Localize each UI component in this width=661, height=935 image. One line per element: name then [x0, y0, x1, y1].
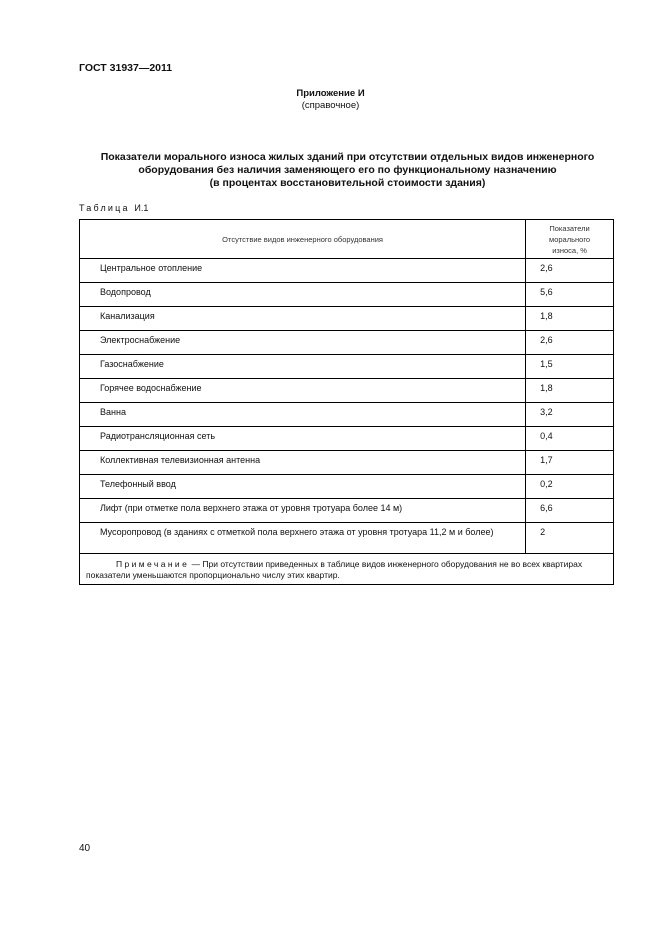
row-value: 1,5 [526, 355, 614, 379]
row-value: 2 [526, 523, 614, 554]
note-label: Примечание [116, 559, 190, 569]
table-header-row [80, 220, 614, 259]
row-name: Центральное отопление [80, 259, 526, 283]
row-name: Мусоропровод (в зданиях с отметкой пола верхнего этажа от уровня тротуара 11,2 м и более) [80, 523, 526, 554]
table-row [80, 307, 614, 331]
table-note-row [80, 554, 614, 585]
title-line-1: Показатели морального износа жилых зданий при отсутствии отдельных видов инженерного [100, 151, 595, 163]
header-wear [526, 220, 614, 259]
table-note [80, 554, 614, 585]
note-text: — При отсутствии приведенных в таблице видов инженерного оборудования не во всех квартирах показатели уменьшаются пропорционально числу этих квартир. [86, 559, 583, 580]
document-code: ГОСТ 31937—2011 [79, 62, 173, 74]
table-row [80, 451, 614, 475]
table-caption-number: И.1 [134, 203, 149, 213]
row-name: Ванна [80, 403, 526, 427]
table-row [80, 355, 614, 379]
row-name: Радиотрансляционная сеть [80, 427, 526, 451]
table-row [80, 499, 614, 523]
row-name: Водопровод [80, 283, 526, 307]
row-value: 0,4 [526, 427, 614, 451]
table-row [80, 259, 614, 283]
header-equipment: Отсутствие видов инженерного оборудования [80, 220, 526, 259]
wear-table [79, 219, 614, 585]
title-line-2: оборудования без наличия заменяющего его по функциональному назначению [138, 164, 557, 176]
appendix-subtitle: (справочное) [301, 100, 360, 111]
table-row [80, 403, 614, 427]
appendix-title: Приложение И [296, 88, 365, 99]
header-wear-line-3: износа, % [552, 245, 587, 255]
row-value: 2,6 [526, 331, 614, 355]
row-name: Газоснабжение [80, 355, 526, 379]
row-value: 1,8 [526, 379, 614, 403]
row-name: Коллективная телевизионная антенна [80, 451, 526, 475]
page-number: 40 [79, 843, 91, 854]
row-value: 1,8 [526, 307, 614, 331]
row-name: Горячее водоснабжение [80, 379, 526, 403]
page-title [60, 151, 635, 190]
appendix-heading [0, 88, 661, 112]
row-name: Лифт (при отметке пола верхнего этажа от уровня тротуара более 14 м) [80, 499, 526, 523]
table-row [80, 427, 614, 451]
row-value: 6,6 [526, 499, 614, 523]
table-caption [79, 203, 148, 213]
table-row [80, 523, 614, 554]
row-value: 1,7 [526, 451, 614, 475]
row-name: Канализация [80, 307, 526, 331]
table-row [80, 283, 614, 307]
header-wear-line-1: Показатели [549, 223, 590, 233]
title-line-3: (в процентах восстановительной стоимости здания) [209, 177, 486, 189]
row-value: 3,2 [526, 403, 614, 427]
row-name: Телефонный ввод [80, 475, 526, 499]
table-caption-word: Таблица [79, 203, 130, 213]
table-row [80, 331, 614, 355]
row-name: Электроснабжение [80, 331, 526, 355]
table-row [80, 379, 614, 403]
row-value: 0,2 [526, 475, 614, 499]
row-value: 2,6 [526, 259, 614, 283]
row-value: 5,6 [526, 283, 614, 307]
header-wear-line-2: морального [549, 234, 591, 244]
table-row [80, 475, 614, 499]
